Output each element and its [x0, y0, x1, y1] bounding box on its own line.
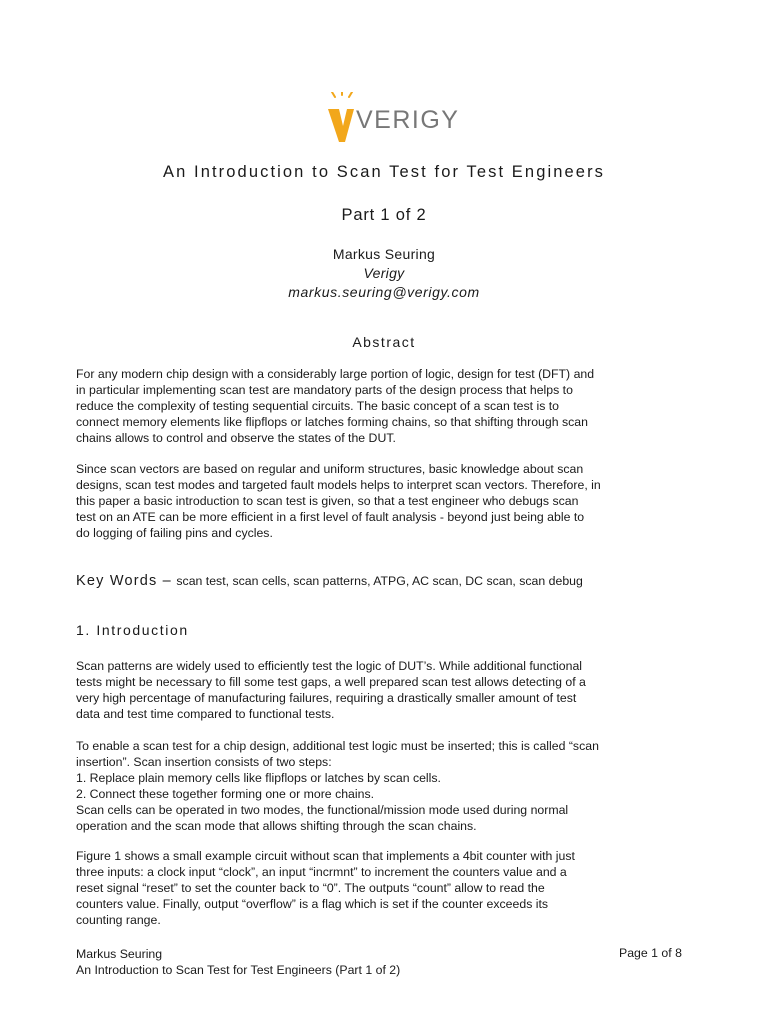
text-line: insertion”. Scan insertion consists of two steps:	[76, 755, 332, 769]
text-line: connect memory elements like flipflops or latches forming chains, so that shifting through scan	[76, 415, 588, 429]
text-line: 1. Replace plain memory cells like flipflops or latches by scan cells.	[76, 771, 441, 785]
text-line: test on an ATE can be more efficient in a first level of fault analysis - beyond just being able to	[76, 510, 585, 524]
abstract-heading: Abstract	[352, 334, 416, 350]
keywords-text: scan test, scan cells, scan patterns, ATPG, AC scan, DC scan, scan debug	[176, 574, 583, 588]
text-line: operation and the scan mode that allows shifting through the scan chains.	[76, 819, 477, 833]
intro-paragraph-1	[76, 658, 694, 722]
text-line: do logging of failing pins and cycles.	[76, 526, 273, 540]
text-line: counters value. Finally, output “overflow” is a flag which is set if the counter exceeds its	[76, 897, 549, 911]
abstract-paragraph-1	[76, 366, 694, 446]
author-email: markus.seuring@verigy.com	[288, 284, 480, 300]
intro-paragraph-3	[76, 848, 694, 928]
text-line: counting range.	[76, 913, 161, 927]
footer-title: An Introduction to Scan Test for Test Engineers (Part 1 of 2)	[76, 963, 401, 977]
page-number: Page 1 of 8	[619, 946, 682, 960]
text-line: Scan cells can be operated in two modes, the functional/mission mode used during normal	[76, 803, 569, 817]
verigy-logo	[326, 92, 460, 148]
page-footer	[76, 946, 400, 978]
text-line: chains allows to control and observe the states of the DUT.	[76, 431, 396, 445]
text-line: Since scan vectors are based on regular and uniform structures, basic knowledge about scan	[76, 462, 584, 476]
text-line: Figure 1 shows a small example circuit without scan that implements a 4bit counter with just	[76, 849, 575, 863]
text-line: this paper a basic introduction to scan test is given, so that a test engineer who debugs scan	[76, 494, 579, 508]
text-line: To enable a scan test for a chip design, additional test logic must be inserted; this is called “scan	[76, 739, 599, 753]
text-line: three inputs: a clock input “clock”, an input “incrmnt” to increment the counters value and a	[76, 865, 567, 879]
text-line: data and test time compared to functional tests.	[76, 707, 335, 721]
part-label: Part 1 of 2	[341, 206, 427, 224]
logo-wordmark: VERIGY	[356, 106, 460, 134]
author-affiliation: Verigy	[363, 265, 405, 281]
text-line: reset signal “reset” to set the counter back to “0”. The outputs “count” allow to read the	[76, 881, 545, 895]
abstract-paragraph-2	[76, 461, 694, 541]
paper-title: An Introduction to Scan Test for Test Engineers	[162, 163, 606, 181]
footer-author: Markus Seuring	[76, 947, 163, 961]
intro-paragraph-2	[76, 738, 694, 834]
keywords-label: Key Words –	[76, 573, 172, 589]
text-line: designs, scan test modes and targeted fault models helps to interpret scan vectors. Therefore, in	[76, 478, 601, 492]
text-line: very high percentage of manufacturing failures, requiring a drastically smaller amount of test	[76, 691, 577, 705]
text-line: in particular implementing scan test are mandatory parts of the design process that helps to	[76, 383, 573, 397]
text-line: 2. Connect these together forming one or more chains.	[76, 787, 375, 801]
author-name: Markus Seuring	[332, 246, 436, 262]
text-line: tests might be necessary to fill some test gaps, a well prepared scan test allows detecting of a	[76, 675, 586, 689]
text-line: Scan patterns are widely used to efficiently test the logic of DUT’s. While additional functional	[76, 659, 583, 673]
text-line: For any modern chip design with a considerably large portion of logic, design for test (DFT) and	[76, 367, 595, 381]
introduction-heading: 1. Introduction	[76, 622, 189, 638]
text-line: reduce the complexity of testing sequential circuits. The basic concept of a scan test is to	[76, 399, 560, 413]
keywords-line	[76, 572, 583, 590]
